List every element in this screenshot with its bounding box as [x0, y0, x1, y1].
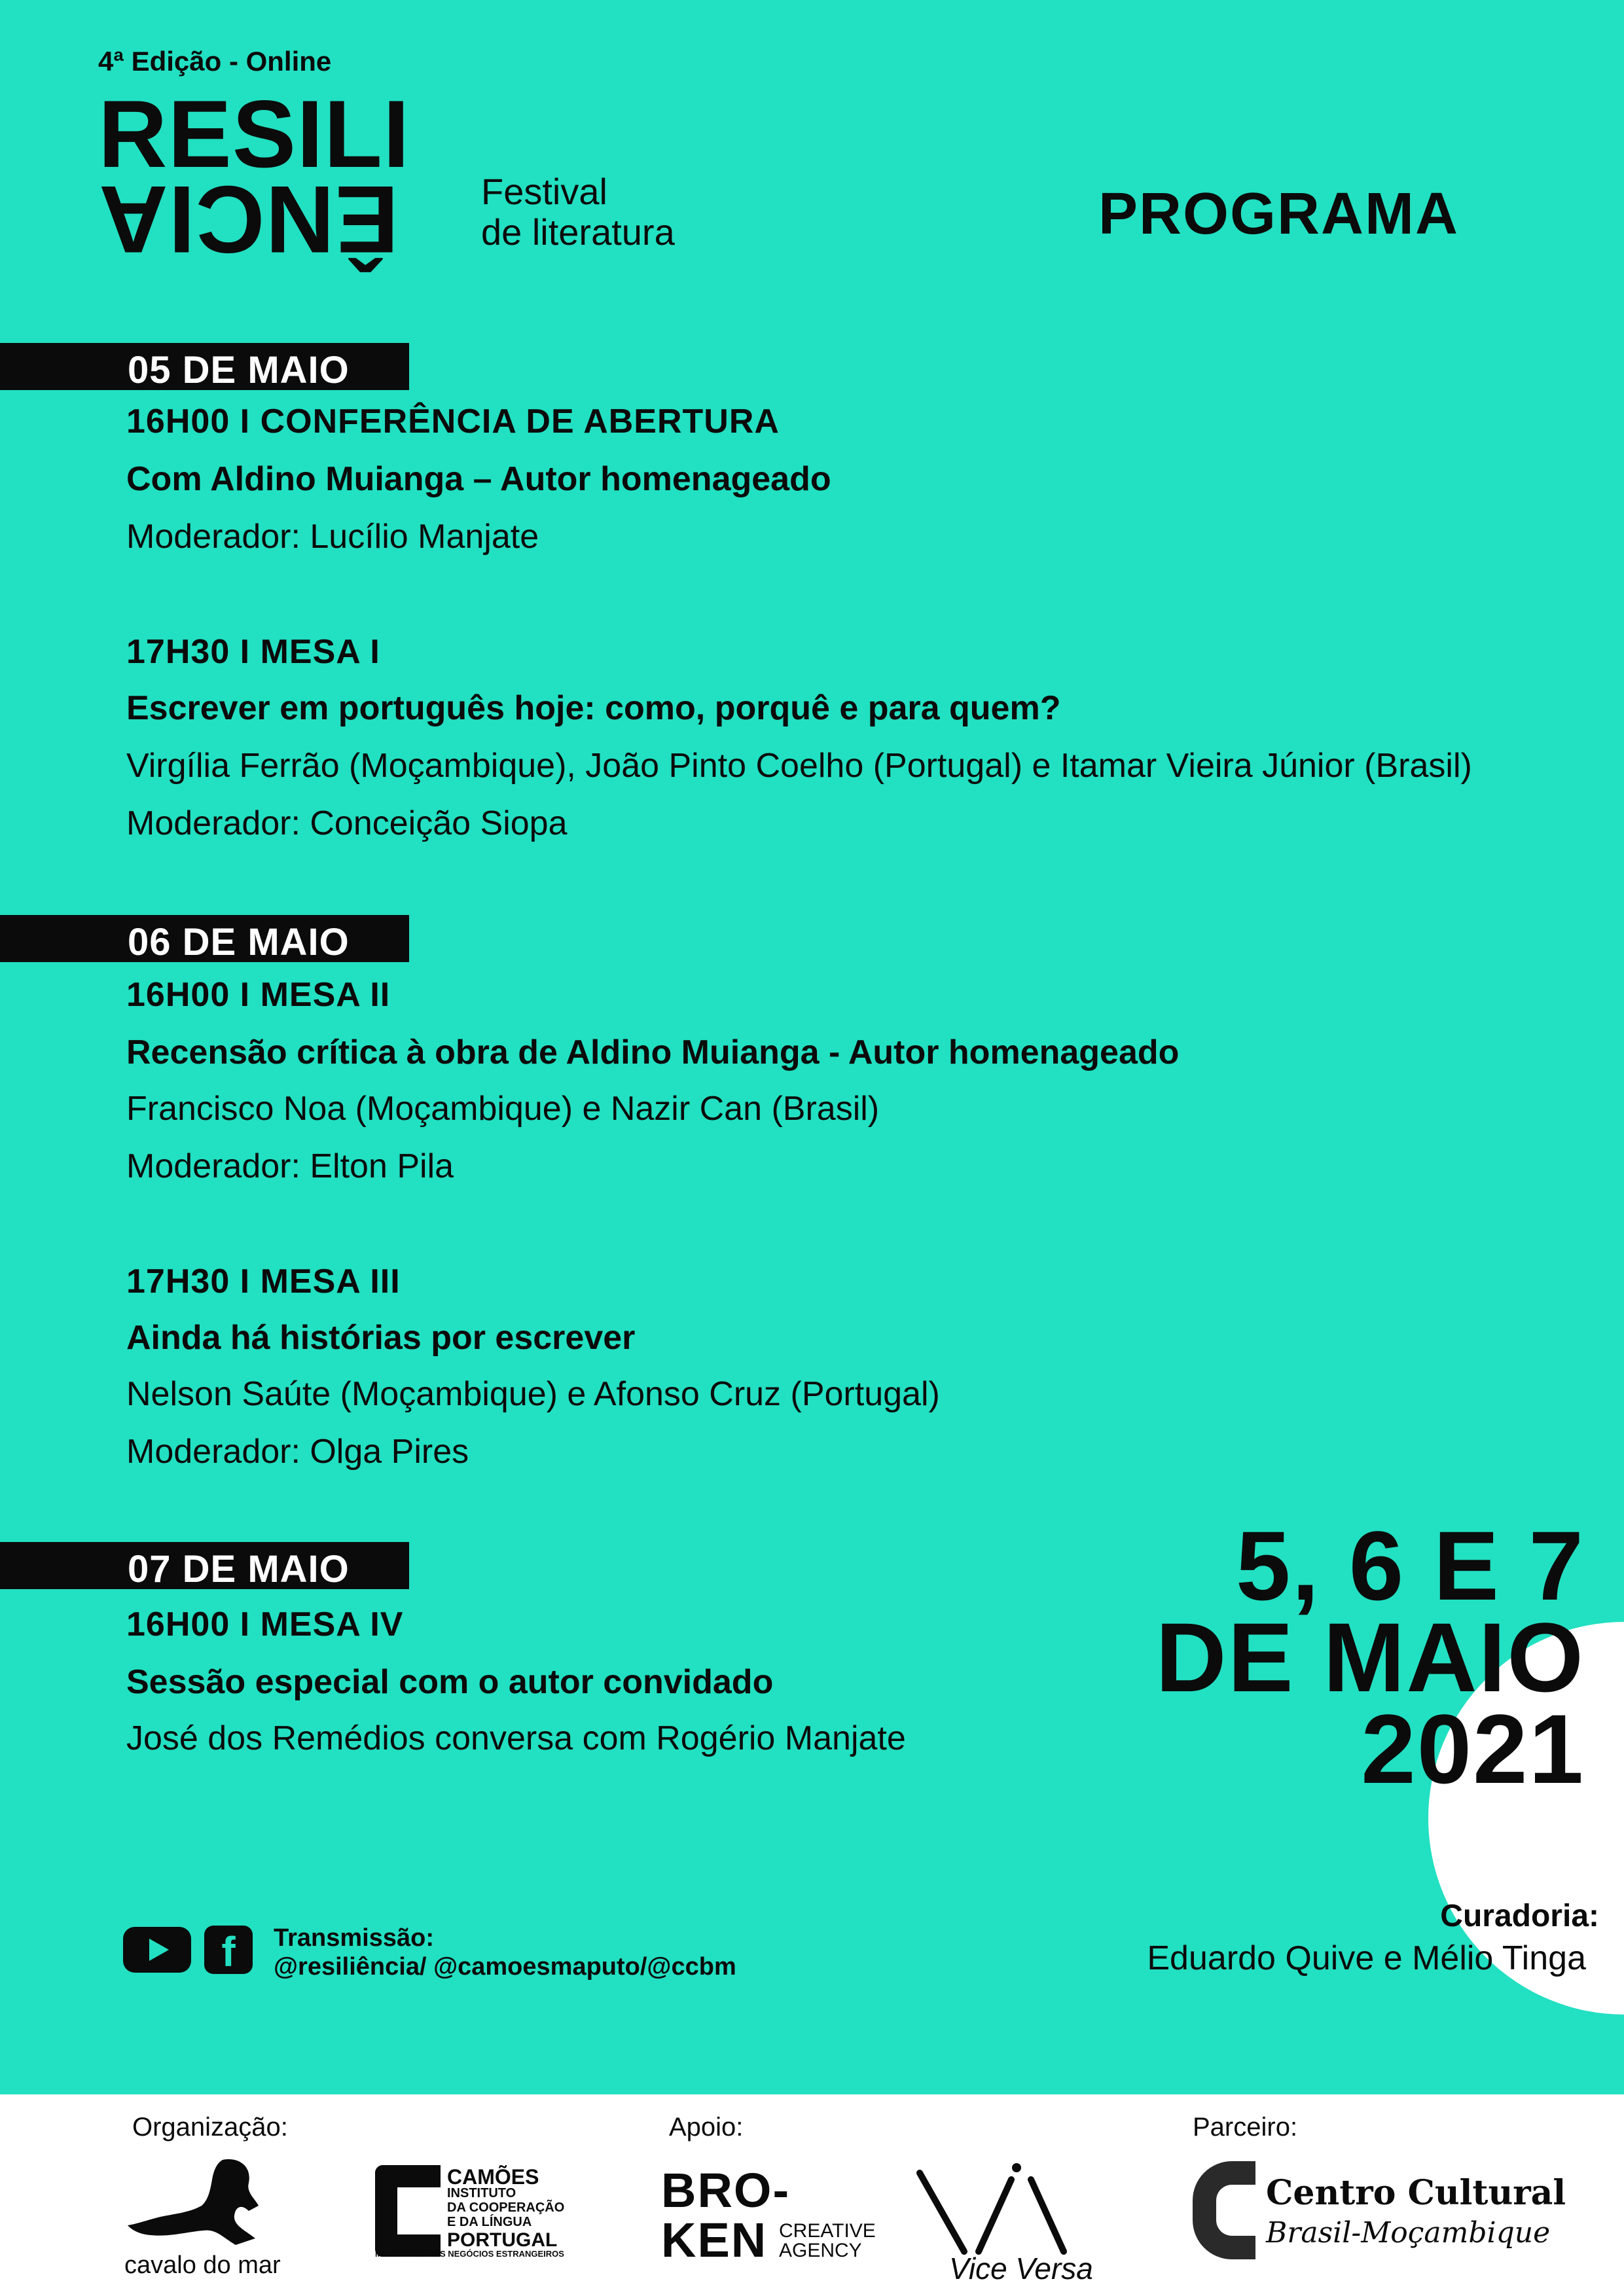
broken-caption: CREATIVE: [779, 2220, 876, 2242]
session-title: Ainda há histórias por escrever: [126, 1319, 636, 1357]
camoes-line: DA COOPERAÇÃO: [447, 2200, 565, 2215]
session-participants: Virgília Ferrão (Moçambique), João Pinto Coelho (Portugal) e Itamar Vieira Júnior (Brasil): [126, 747, 1472, 785]
facebook-icon: f: [204, 1926, 253, 1974]
cavalo-do-mar-logo: [124, 2153, 275, 2251]
organization-label: Organização:: [132, 2113, 288, 2142]
camoes-c-mark: [375, 2165, 441, 2257]
subtitle-line-1: Festival: [481, 171, 607, 212]
vice-versa-text: Vice Versa: [949, 2251, 1093, 2284]
session-title: Sessão especial com o autor convidado: [126, 1663, 774, 1701]
session-time: 16H00 I MESA II: [126, 976, 391, 1014]
camoes-line: E DA LÍNGUA: [447, 2215, 532, 2229]
curation-label: Curadoria:: [1440, 1899, 1599, 1933]
camoes-line: INSTITUTO: [447, 2186, 516, 2200]
session-moderator: Moderador: Lucílio Manjate: [126, 518, 539, 556]
dates-line-3: 2021: [1361, 1694, 1585, 1804]
curation-names: Eduardo Quive e Mélio Tinga: [1147, 1939, 1586, 1977]
day-banner-07: [0, 1542, 409, 1589]
cavalo-do-mar-caption: cavalo do mar: [124, 2251, 281, 2279]
ccbm-line-2: Brasil-Moçambique: [1266, 2216, 1551, 2250]
day-label: 05 DE MAIO: [128, 349, 350, 391]
program-title: PROGRAMA: [1098, 181, 1459, 247]
logo-bottom-text: ÊNCIA: [98, 166, 399, 273]
session-moderator: Moderador: Conceição Siopa: [126, 804, 568, 842]
day-label: 07 DE MAIO: [128, 1548, 350, 1590]
session-participants: Nelson Saúte (Moçambique) e Afonso Cruz (Portugal): [126, 1375, 940, 1413]
day-label: 06 DE MAIO: [128, 921, 350, 963]
support-label: Apoio:: [669, 2113, 744, 2142]
camoes-line: PORTUGAL: [447, 2229, 558, 2251]
dates-line-2: DE MAIO: [1155, 1602, 1585, 1712]
session-moderator: Moderador: Olga Pires: [126, 1433, 469, 1471]
session-moderator: Moderador: Elton Pila: [126, 1147, 454, 1185]
session-title: Com Aldino Muianga – Autor homenageado: [126, 460, 831, 498]
transmission-label: Transmissão:: [274, 1924, 434, 1952]
ccbm-logo: [1193, 2161, 1566, 2259]
session-participants: Francisco Noa (Moçambique) e Nazir Can (Brasil): [126, 1090, 880, 1128]
day-banner-06: [0, 915, 409, 962]
session-participants: José dos Remédios conversa com Rogério Manjate: [126, 1719, 906, 1757]
broken-line: KEN: [661, 2213, 768, 2267]
ccbm-c-mark: [1193, 2161, 1255, 2259]
dates-line-1: 5, 6 E 7: [1235, 1511, 1585, 1621]
session-time: 16H00 I CONFERÊNCIA DE ABERTURA: [126, 403, 780, 440]
ccbm-line-1: Centro Cultural: [1266, 2173, 1566, 2213]
subtitle-line-2: de literatura: [481, 211, 675, 253]
camoes-logo: [375, 2165, 571, 2257]
transmission-handles: @resiliência/ @camoesmaputo/@ccbm: [274, 1953, 736, 1981]
festival-subtitle: [481, 171, 675, 253]
festival-logo: [98, 81, 465, 288]
session-time: 17H30 I MESA III: [126, 1263, 401, 1300]
broken-line: BRO-: [661, 2163, 791, 2217]
youtube-icon: [123, 1927, 191, 1973]
broken-caption: AGENCY: [779, 2240, 862, 2261]
session-title: Escrever em português hoje: como, porquê e para quem?: [126, 689, 1061, 727]
edition-label: 4ª Edição - Online: [98, 46, 332, 77]
day-banner-05: [0, 343, 409, 390]
session-title: Recensão crítica à obra de Aldino Muianga - Autor homenageado: [126, 1033, 1180, 1071]
partner-label: Parceiro:: [1193, 2113, 1298, 2142]
camoes-line: CAMÕES: [447, 2165, 539, 2189]
vice-versa-logo: [913, 2153, 1103, 2284]
session-time: 17H30 I MESA I: [126, 633, 380, 671]
camoes-line: MINISTÉRIO DOS NEGÓCIOS ESTRANGEIROS: [375, 2249, 564, 2259]
logo-top-text: RESILI: [98, 81, 410, 187]
session-time: 16H00 I MESA IV: [126, 1605, 404, 1643]
